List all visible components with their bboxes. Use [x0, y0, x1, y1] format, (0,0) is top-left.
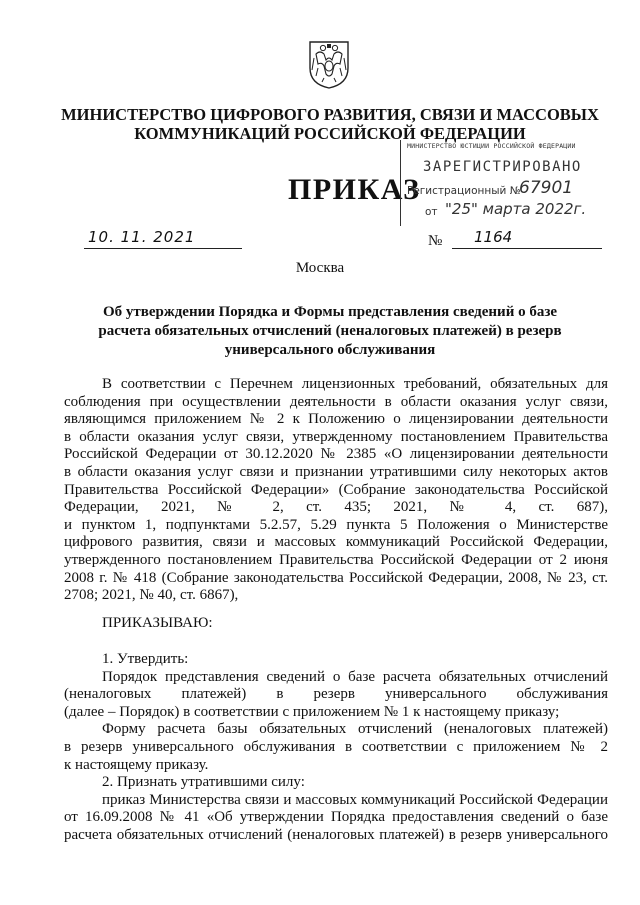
- preamble-line: 2008 г. № 418 (Собрание законодательства Российской Федерации, 2008, № 23, ст.: [64, 569, 608, 586]
- item-heading: 2. Признать утратившими силу:: [102, 774, 305, 790]
- number-underline: [452, 248, 602, 249]
- document-title: [90, 303, 570, 360]
- number-label: №: [428, 233, 443, 249]
- item-line: (неналоговых платежей) в резерв универсального обслуживания: [64, 686, 608, 703]
- item-1: [64, 651, 608, 774]
- item-line: приказ Министерства связи и массовых коммуникаций Российской Федерации: [102, 791, 608, 808]
- stamp-date-value: "25" марта 2022г.: [445, 200, 587, 218]
- ministry-line: МИНИСТЕРСТВО ЦИФРОВОГО РАЗВИТИЯ, СВЯЗИ И МАССОВЫХ: [61, 105, 599, 124]
- preamble-line: являющимся приложением № 2 к Положению о лицензировании деятельности: [64, 411, 608, 428]
- coat-of-arms-icon: [306, 38, 352, 90]
- preamble-line: Федерации, 2021, № 2, ст. 435; 2021, № 4, ст. 687),: [64, 499, 608, 516]
- stamp-date-prefix: от: [425, 206, 438, 218]
- stamp-reg-label: Регистрационный №: [407, 185, 521, 197]
- item-line: в резерв универсального обслуживания в соответствии с приложением № 2: [64, 738, 608, 755]
- document-type: ПРИКАЗ: [288, 173, 421, 206]
- stamp-status: ЗАРЕГИСТРИРОВАНО: [423, 159, 582, 175]
- order-word: ПРИКАЗЫВАЮ:: [102, 615, 213, 631]
- order-word-block: [64, 615, 608, 633]
- preamble-line: В соответствии с Перечнем лицензионных требований, обязательных для: [102, 376, 608, 392]
- item-line: (далее – Порядок) в соответствии с приложением № 1 к настоящему приказу;: [64, 703, 560, 720]
- ministry-line: КОММУНИКАЦИЙ РОССИЙСКОЙ ФЕДЕРАЦИИ: [134, 124, 526, 143]
- ministry-name: [60, 105, 600, 143]
- preamble-line: в области оказания услуг связи и признании утратившими силу некоторых актов: [64, 463, 608, 480]
- document-date: 10. 11. 2021: [88, 228, 196, 246]
- stamp-reg-number: 67901: [519, 178, 574, 198]
- title-line: универсального обслуживания: [224, 342, 436, 358]
- preamble-line: цифрового развития, связи и массовых коммуникаций Российской Федерации,: [64, 534, 608, 551]
- preamble-line: Российской Федерации от 30.12.2020 № 2385 «О лицензировании деятельности: [64, 446, 608, 463]
- item-line: от 16.09.2008 № 41 «Об утверждении Порядка предоставления сведений о базе: [64, 809, 608, 826]
- item-line: к настоящему приказу.: [64, 756, 209, 773]
- stamp-organization: МИНИСТЕРСТВО ЮСТИЦИИ РОССИЙСКОЙ ФЕДЕРАЦИИ: [407, 142, 576, 150]
- preamble-line: и пунктом 1, подпунктами 5.2.57, 5.29 пункта 5 Положения о Министерстве: [64, 516, 608, 533]
- item-line: Порядок представления сведений о базе расчета обязательных отчислений: [102, 668, 608, 685]
- item-line: Форму расчета базы обязательных отчислений (неналоговых платежей): [102, 721, 608, 738]
- registration-stamp: [400, 140, 611, 226]
- preamble-line: утвержденного постановлением Правительства Российской Федерации от 2 июня: [64, 551, 608, 568]
- city: Москва: [295, 260, 345, 276]
- preamble: [64, 376, 608, 605]
- document-number: 1164: [474, 228, 513, 246]
- date-underline: [84, 248, 242, 249]
- preamble-line: в области оказания услуг связи, утвержденному постановлением Правительства: [64, 428, 608, 445]
- preamble-line: 2708; 2021, № 40, ст. 6867),: [64, 587, 239, 604]
- item-line: расчета обязательных отчислений (неналоговых платежей) в резерв универсального: [64, 826, 608, 843]
- item-heading: 1. Утвердить:: [102, 651, 189, 667]
- preamble-line: Правительства Российской Федерации» (Собрание законодательства Российской: [64, 481, 608, 498]
- item-2: [64, 774, 608, 844]
- preamble-line: соблюдения при осуществлении деятельности в области оказания услуг связи,: [64, 393, 608, 410]
- title-line: расчета обязательных отчислений (неналоговых платежей) в резерв: [98, 323, 562, 339]
- title-line: Об утверждении Порядка и Формы представления сведений о базе: [102, 304, 558, 320]
